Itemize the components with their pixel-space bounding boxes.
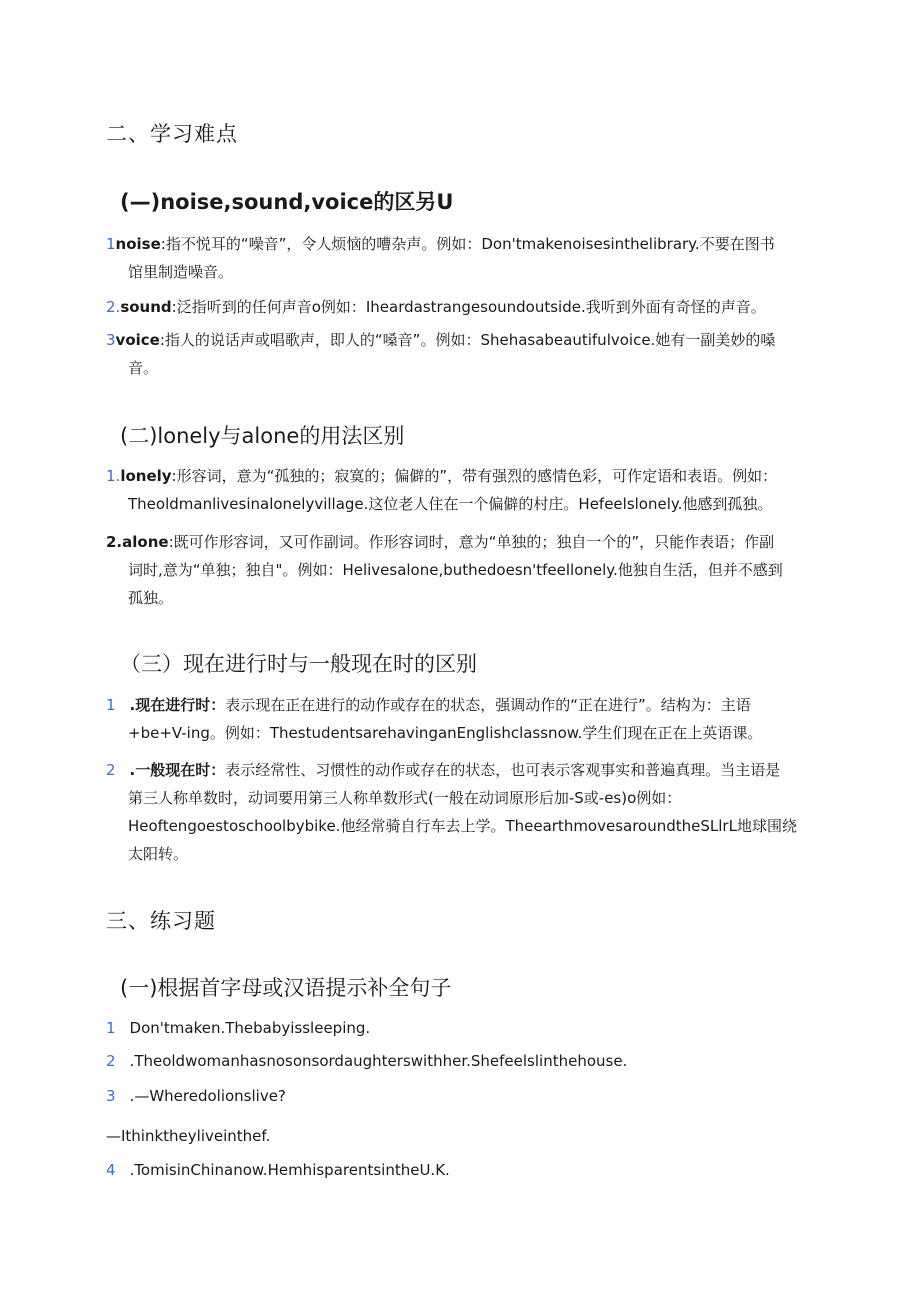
- item-text: :指人的说话声或唱歌声，即人的“嗓音”。例如：Shehasabeautifulvoice.她有一副美妙的嗓: [159, 331, 776, 349]
- item-text: .TomisinChinanow.HemhisparentsintheU.K.: [129, 1161, 450, 1179]
- item-number: 1: [106, 235, 116, 253]
- section-3-heading: 三、练习题: [106, 909, 216, 933]
- item-text-cont: 第三人称单数时，动词要用第三人称单数形式(一般在动词原形后加-S或-es)o例如：: [128, 789, 682, 807]
- noise-item: [106, 230, 806, 286]
- simple-present-item: [106, 756, 806, 868]
- item-text-cont: Heoftengoestoschoolbybike.他经常骑自行车去上学。TheearthmovesaroundtheSLlrL地球围绕: [128, 817, 797, 835]
- item-text-cont: Theoldmanlivesinalonelyvillage.这位老人住在一个偏僻的村庄。Hefeelslonely.他感到孤独。: [128, 495, 773, 513]
- item-text: .—Wheredolionslive?: [129, 1087, 286, 1105]
- term: .现在进行时：: [129, 696, 226, 714]
- item-text-cont: 馆里制造噪音。: [128, 263, 234, 281]
- term: noise: [115, 235, 161, 253]
- item-text: —Ithinktheyliveinthef.: [106, 1127, 271, 1145]
- exercise-item: [106, 1014, 370, 1042]
- present-continuous-item: [106, 691, 806, 747]
- alone-item: [106, 528, 806, 612]
- item-number: 1: [106, 1019, 116, 1037]
- item-number: 2.: [106, 533, 123, 551]
- item-number: 2: [106, 1052, 116, 1070]
- term: voice: [115, 331, 160, 349]
- item-text: .Theoldwomanhasnosonsordaughterswithher.Shefeelslinthehouse.: [129, 1052, 628, 1070]
- exercise-item: [106, 1082, 286, 1110]
- item-text: :指不悦耳的“噪音”，令人烦恼的嘈杂声。例如：Don'tmakenoisesinthelibrary.不要在图书: [160, 235, 775, 253]
- subsection-3-heading: （三）现在进行时与一般现在时的区别: [120, 652, 477, 676]
- exercise-item: [106, 1122, 270, 1150]
- voice-item: [106, 326, 806, 382]
- term: .一般现在时：: [129, 761, 226, 779]
- item-text: :既可作形容词，又可作副词。作形容词时，意为“单独的；独自一个的”，只能作表语；作副: [168, 533, 775, 551]
- subsection-1-heading: (—)noise,sound,voice的区另U: [120, 190, 454, 214]
- term: lonely: [120, 467, 172, 485]
- item-text: :形容词，意为“孤独的；寂寞的；偏僻的”，带有强烈的感情色彩，可作定语和表语。例如：: [171, 467, 778, 485]
- item-text: :泛指听到的任何声音o例如：Iheardastrangesoundoutside.我听到外面有奇怪的声音。: [171, 298, 766, 316]
- item-text: Don'tmaken.Thebabyissleeping.: [129, 1019, 371, 1037]
- item-text: 表示现在正在进行的动作或存在的状态，强调动作的“正在进行”。结构为：主语: [225, 696, 751, 714]
- subsection-2-heading: (二)lonely与alone的用法区别: [120, 424, 405, 448]
- item-text: 表示经常性、习惯性的动作或存在的状态，也可表示客观事实和普遍真理。当主语是: [225, 761, 781, 779]
- sound-item: [106, 293, 806, 321]
- lonely-item: [106, 462, 806, 518]
- section-2-heading: 二、学习难点: [106, 122, 238, 146]
- term: alone: [122, 533, 169, 551]
- item-text-cont: 音。: [128, 359, 159, 377]
- item-number: 2.: [106, 298, 121, 316]
- item-number: 2: [106, 761, 116, 779]
- exercise-1-heading: (一)根据首字母或汉语提示补全句子: [120, 976, 452, 1000]
- item-text-cont: 词时,意为“单独；独自"。例如：Helivesalone,buthedoesn'tfeellonely.他独自生活，但并不感到: [128, 561, 783, 579]
- term: sound: [120, 298, 172, 316]
- item-number: 1: [106, 696, 116, 714]
- item-number: 4: [106, 1161, 116, 1179]
- exercise-item: [106, 1156, 450, 1184]
- item-text-cont: 太阳转。: [128, 845, 189, 863]
- exercise-item: [106, 1047, 627, 1075]
- item-number: 3: [106, 331, 116, 349]
- item-number: 1.: [106, 467, 121, 485]
- item-text-cont: 孤独。: [128, 589, 174, 607]
- item-number: 3: [106, 1087, 116, 1105]
- item-text-cont: +be+V-ing。例如：ThestudentsarehavinganEnglishclassnow.学生们现在正在上英语课。: [128, 724, 763, 742]
